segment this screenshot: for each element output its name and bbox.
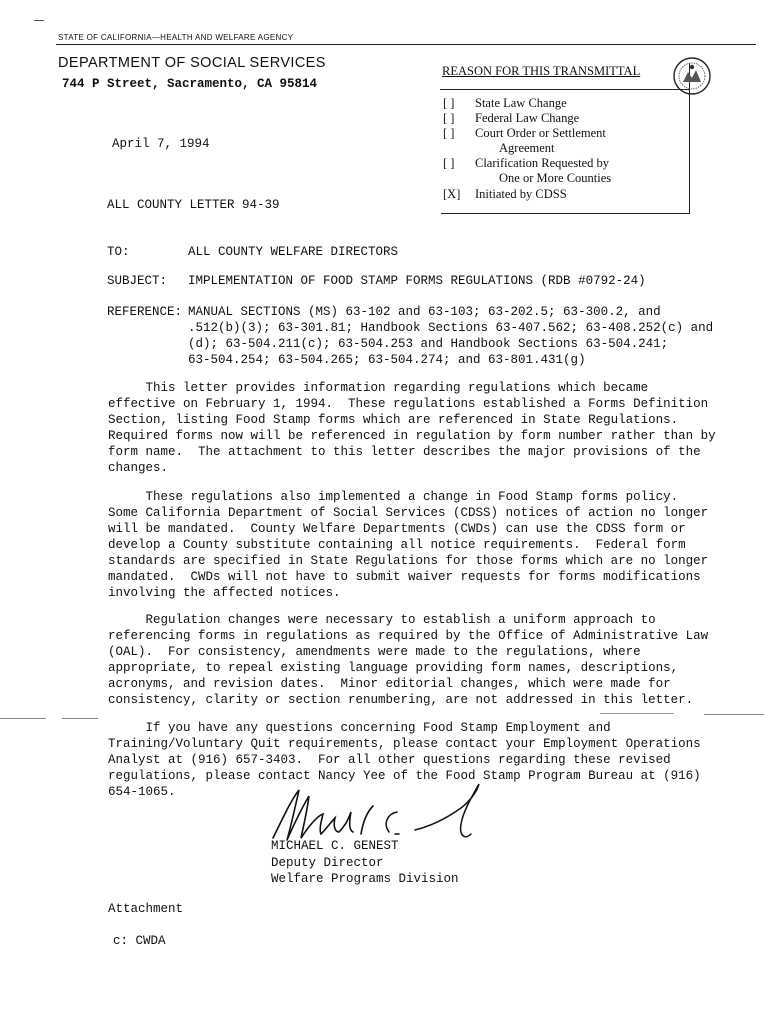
reference-line: .512(b)(3); 63-301.81; Handbook Sections 63-407.562; 63-408.252(c) and (188, 321, 714, 335)
reference-label: REFERENCE: (107, 305, 183, 319)
body-line: acronyms, and revision dates. Minor editorial changes, which were made for (108, 677, 671, 691)
subject-value: IMPLEMENTATION OF FOOD STAMP FORMS REGULATIONS (RDB #0792-24) (188, 274, 646, 288)
letter-number: ALL COUNTY LETTER 94-39 (107, 198, 280, 212)
reference-line: 63-504.254; 63-504.265; 63-504.274; and 63-801.431(g) (188, 353, 586, 367)
transmittal-item-label: Court Order or Settlement (475, 126, 606, 140)
transmittal-item (443, 156, 609, 171)
transmittal-item-label: Clarification Requested by (475, 156, 609, 170)
body-line: will be mandated. County Welfare Departments (CWDs) can use the CDSS form or (108, 522, 686, 536)
transmittal-item-continuation: Agreement (499, 141, 555, 155)
department-address: 744 P Street, Sacramento, CA 95814 (62, 77, 318, 91)
subject-label: SUBJECT: (107, 274, 168, 288)
cc-line: c: CWDA (113, 934, 166, 948)
transmittal-title: REASON FOR THIS TRANSMITTAL (442, 64, 641, 78)
scan-speck (34, 20, 44, 21)
body-line: mandated. CWDs will not have to submit waiver requests for forms modifications (108, 570, 701, 584)
to-value: ALL COUNTY WELFARE DIRECTORS (188, 245, 399, 259)
transmittal-item (443, 126, 606, 141)
body-line: (OAL). For consistency, amendments were made to the regulations, where (108, 645, 641, 659)
signer-division: Welfare Programs Division (271, 872, 459, 886)
body-line: develop a County substitute containing all notice requirements. Federal form (108, 538, 686, 552)
signer-title: Deputy Director (271, 855, 384, 870)
body-line: Required forms now will be referenced in regulation by form number rather than by (108, 429, 716, 443)
body-line: Some California Department of Social Services (CDSS) notices of action no longer (108, 506, 709, 520)
body-line: consistency, clarity or section renumbering, are not addressed in this letter. (108, 693, 694, 707)
body-line: Training/Voluntary Quit requirements, please contact your Employment Operations (108, 737, 701, 751)
transmittal-item-label: State Law Change (475, 96, 567, 110)
to-label: TO: (107, 245, 130, 259)
body-line: This letter provides information regarding regulations which became (108, 381, 649, 395)
scan-speck (62, 718, 98, 719)
transmittal-item-label: Initiated by CDSS (475, 187, 567, 201)
attachment-note: Attachment (108, 902, 184, 916)
body-line: Regulation changes were necessary to establish a uniform approach to (108, 613, 656, 627)
transmittal-title-rule (440, 89, 690, 90)
letter-date: April 7, 1994 (112, 137, 210, 151)
body-line: regulations, please contact Nancy Yee of the Food Stamp Program Bureau at (916) (108, 769, 701, 783)
body-line: appropriate, to repeal existing language providing form names, descriptions, (108, 661, 679, 675)
transmittal-item-continuation: One or More Counties (499, 171, 612, 185)
body-line: changes. (108, 461, 169, 475)
checkbox-mark: [X] (443, 187, 461, 201)
scan-speck (704, 714, 764, 715)
scan-speck (0, 718, 46, 719)
checkbox-mark: [ ] (443, 111, 455, 125)
checkbox-mark: [ ] (443, 96, 455, 110)
transmittal-item-label: Federal Law Change (475, 111, 580, 125)
body-line: form name. The attachment to this letter describes the major provisions of the (108, 445, 701, 459)
agency-line: STATE OF CALIFORNIA—HEALTH AND WELFARE AGENCY (58, 33, 294, 42)
body-line: Section, listing Food Stamp forms which are referenced in State Regulations. (108, 413, 679, 427)
checkbox-mark: [ ] (443, 126, 455, 140)
state-seal-icon (672, 56, 712, 96)
body-line: effective on February 1, 1994. These regulations established a Forms Definition (108, 397, 709, 411)
body-line: involving the affected notices. (108, 586, 341, 600)
checkbox-mark: [ ] (443, 156, 455, 170)
body-line: If you have any questions concerning Food Stamp Employment and (108, 721, 611, 735)
department-name: DEPARTMENT OF SOCIAL SERVICES (58, 55, 326, 71)
signer-name: MICHAEL C. GENEST (271, 839, 399, 853)
scan-speck (600, 713, 674, 714)
body-line: Analyst at (916) 657-3403. For all other questions regarding these revised (108, 753, 671, 767)
body-line: These regulations also implemented a change in Food Stamp forms policy. (108, 490, 679, 504)
transmittal-item (443, 187, 567, 202)
body-line: 654-1065. (108, 785, 176, 799)
header-rule (56, 44, 756, 45)
reference-line: (d); 63-504.211(c); 63-504.253 and Handbook Sections 63-504.241; (188, 337, 669, 351)
transmittal-item (443, 96, 567, 111)
body-line: standards are specified in State Regulations for those forms which are no longer (108, 554, 709, 568)
body-line: referencing forms in regulations as required by the Office of Administrative Law (108, 629, 709, 643)
transmittal-item (443, 111, 579, 126)
signature-block (271, 838, 459, 888)
reference-line: MANUAL SECTIONS (MS) 63-102 and 63-103; 63-202.5; 63-300.2, and (188, 305, 661, 319)
